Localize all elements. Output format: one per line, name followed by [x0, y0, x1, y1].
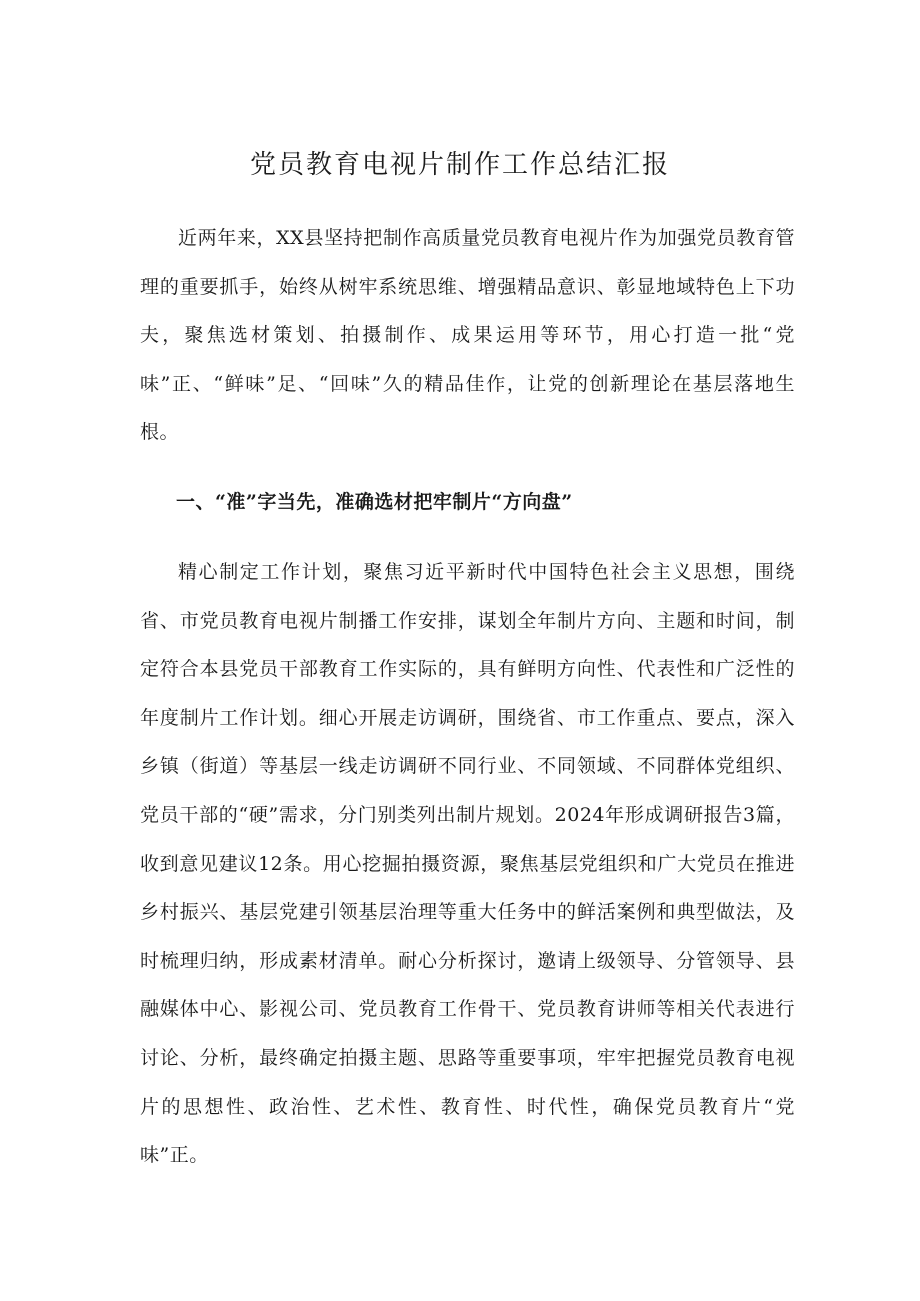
- document-title: 党员教育电视片制作工作总结汇报: [249, 150, 670, 180]
- intro-paragraph: 近两年来，XX县坚持把制作高质量党员教育电视片作为加强党员教育管理的重要抓手，始终从树牢系统思维、增强精品意识、彰显地域特色上下功夫，聚焦选材策划、拍摄制作、成果运用等环节，用心打造一批“党味”正、“鲜味”足、“回味”久的精品佳作，让党的创新理论在基层落地生根。: [140, 227, 795, 444]
- section-body-paragraph: 精心制定工作计划，聚焦习近平新时代中国特色社会主义思想，围绕省、市党员教育电视片制播工作安排，谋划全年制片方向、主题和时间，制定符合本县党员干部教育工作实际的，具有鲜明方向性、代表性和广泛性的年度制片工作计划。细心开展走访调研，围绕省、市工作重点、要点，深入乡镇（街道）等基层一线走访调研不同行业、不同领域、不同群体党组织、党员干部的“硬”需求，分门别类列出制片规划。2024年形成调研报告3篇，收到意见建议12条。用心挖掘拍摄资源，聚焦基层党组织和广大党员在推进乡村振兴、基层党建引领基层治理等重大任务中的鲜活案例和典型做法，及时梳理归纳，形成素材清单。耐心分析探讨，邀请上级领导、分管领导、县融媒体中心、影视公司、党员教育工作骨干、党员教育讲师等相关代表进行讨论、分析，最终确定拍摄主题、思路等重要事项，牢牢把握党员教育电视片的思想性、政治性、艺术性、教育性、时代性，确保党员教育片“党味”正。: [140, 561, 795, 1167]
- section-heading: 一、“准”字当先，准确选材把牢制片“方向盘”: [176, 491, 573, 513]
